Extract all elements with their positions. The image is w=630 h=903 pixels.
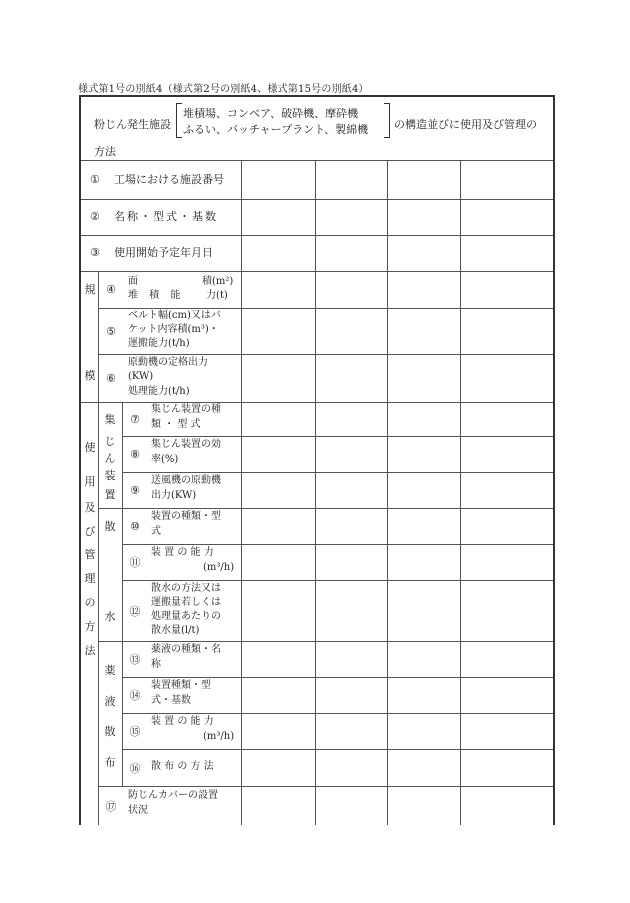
row-16-line1: 散 布 の 方 法 — [151, 761, 214, 772]
usage-group-char: 理 — [84, 572, 96, 585]
form-table — [79, 95, 555, 825]
water-group-top: 散 — [104, 520, 116, 533]
row-10-line2: 式 — [151, 526, 161, 537]
chem-group-char: 布 — [104, 756, 116, 769]
row-9-number: ⑨ — [130, 483, 140, 497]
row-line — [122, 677, 553, 678]
dust-group-char: じ — [104, 435, 116, 448]
row-7-line1: 集じん装置の種 — [151, 404, 221, 415]
row-7-number: ⑦ — [130, 412, 140, 426]
form-header — [81, 97, 553, 161]
usage-group-char: 管 — [84, 548, 96, 561]
row-9-line2: 出力(KW) — [151, 490, 197, 501]
row-4-line1a: 面 — [128, 276, 138, 287]
usage-group-char: 方 — [84, 620, 96, 633]
row-15-line2: (m³/h) — [203, 731, 235, 742]
row-8-line2: 率(%) — [151, 454, 179, 465]
row-6-line2: (KW) — [128, 371, 154, 382]
row-line — [81, 402, 553, 403]
facility-list-line1: 堆積場、コンベア、破砕機、摩砕機 — [183, 107, 359, 120]
row-12-line3: 処理量あたりの — [151, 611, 221, 622]
row-17-line1: 防じんカバーの設置 — [128, 790, 218, 801]
row-4-line2b: 力(t) — [206, 290, 228, 301]
usage-group-char: び — [84, 525, 96, 538]
row-3-text: 使用開始予定年月日 — [114, 246, 213, 259]
row-4-number: ④ — [106, 283, 116, 296]
label-column-divider — [241, 160, 242, 825]
chem-group-char: 散 — [104, 725, 116, 738]
row-line — [122, 580, 553, 581]
right-bracket — [384, 103, 390, 138]
row-10-line1: 装置の種類・型 — [151, 511, 221, 522]
row-line — [98, 354, 553, 355]
row-5-line3: 運搬能力(t/h) — [128, 338, 190, 349]
row-line — [122, 436, 553, 437]
usage-group-char: 法 — [84, 644, 96, 657]
row-17-line2: 状況 — [128, 805, 148, 816]
scale-group-top: 規 — [84, 283, 96, 296]
row-11-line1: 装 置 の 能 力 — [151, 547, 214, 558]
row-1-number: ① — [90, 172, 100, 186]
data-column-divider-1 — [315, 160, 316, 825]
row-line — [122, 544, 553, 545]
row-14-line1: 装置種類・型 — [151, 680, 211, 691]
dust-group-char: 装 — [104, 469, 116, 482]
chem-group-char: 薬 — [104, 664, 116, 677]
row-line — [81, 271, 553, 272]
row-17-number: ⑰ — [105, 799, 117, 813]
header-prefix: 粉じん発生施設 — [94, 118, 171, 131]
row-line — [98, 308, 553, 309]
row-1-label — [81, 160, 241, 199]
row-4-line1b: 積(m²) — [202, 276, 234, 287]
row-13-number: ⑬ — [129, 653, 141, 666]
row-2-number: ② — [90, 210, 100, 223]
usage-group-char: 使 — [84, 441, 96, 454]
dust-group-char: 置 — [104, 488, 116, 501]
header-line2: 方法 — [94, 145, 116, 158]
data-column-divider-2 — [387, 160, 388, 825]
row-line — [98, 786, 553, 787]
row-11-number: ⑪ — [129, 556, 141, 569]
row-6-line3: 処理能力(t/h) — [128, 386, 190, 397]
row-line — [122, 713, 553, 714]
dust-group-char: 集 — [104, 413, 116, 426]
row-12-line2: 運搬量若しくは — [151, 597, 221, 608]
row-line — [122, 749, 553, 750]
row-15-line1: 装 置 の 能 力 — [151, 716, 214, 727]
row-12-line4: 散水量(l/t) — [151, 625, 200, 636]
row-12-number: ⑫ — [129, 604, 141, 618]
row-line — [98, 508, 553, 509]
data-column-divider-3 — [460, 160, 461, 825]
row-10-number: ⑩ — [130, 519, 140, 533]
row-5-number: ⑤ — [106, 324, 116, 338]
facility-list-line2: ふるい、バッチャープラント、製綿機 — [183, 123, 369, 136]
row-16-number: ⑯ — [129, 761, 141, 775]
row-5-line1: ベルト幅(cm)又はバ — [128, 310, 221, 321]
row-14-number: ⑭ — [129, 689, 141, 702]
row-9-line1: 送風機の原動機 — [151, 475, 221, 486]
row-2-text: 名称・型式・基数 — [114, 210, 218, 223]
row-8-number: ⑧ — [130, 447, 140, 461]
row-1-text: 工場における施設番号 — [114, 172, 224, 186]
usage-group-char: 及 — [84, 501, 96, 514]
row-13-line1: 薬液の種類・名 — [151, 644, 221, 655]
usage-group-char: 用 — [84, 475, 96, 488]
row-7-line2: 類 ・ 型 式 — [151, 419, 201, 430]
row-5-line2: ケット内容積(m³)・ — [128, 324, 219, 335]
row-3-label — [81, 235, 241, 271]
row-4-line2a: 堆 積 能 — [128, 290, 185, 301]
row-14-line2: 式・基数 — [151, 695, 191, 706]
row-6-number: ⑥ — [106, 371, 116, 385]
row-6-line1: 原動機の定格出力 — [128, 357, 208, 368]
row-13-line2: 称 — [151, 659, 161, 670]
row-line — [122, 472, 553, 473]
row-15-number: ⑮ — [129, 725, 141, 738]
row-line — [98, 641, 553, 642]
chem-group-char: 液 — [104, 695, 116, 708]
dust-group-char: ん — [104, 452, 116, 465]
header-suffix: の構造並びに使用及び管理の — [394, 118, 537, 131]
row-11-line2: (m³/h) — [203, 562, 235, 573]
water-group-bottom: 水 — [104, 610, 116, 623]
left-bracket — [176, 103, 182, 138]
row-12-line1: 散水の方法又は — [151, 583, 221, 594]
usage-group-char: の — [84, 596, 96, 609]
row-8-line1: 集じん装置の効 — [151, 439, 221, 450]
row-3-number: ③ — [90, 246, 100, 259]
form-reference: 様式第1号の別紙4（様式第2号の別紙4、様式第15号の別紙4） — [78, 84, 369, 95]
scale-group-bottom: 模 — [84, 369, 96, 382]
row-2-label — [81, 199, 241, 235]
